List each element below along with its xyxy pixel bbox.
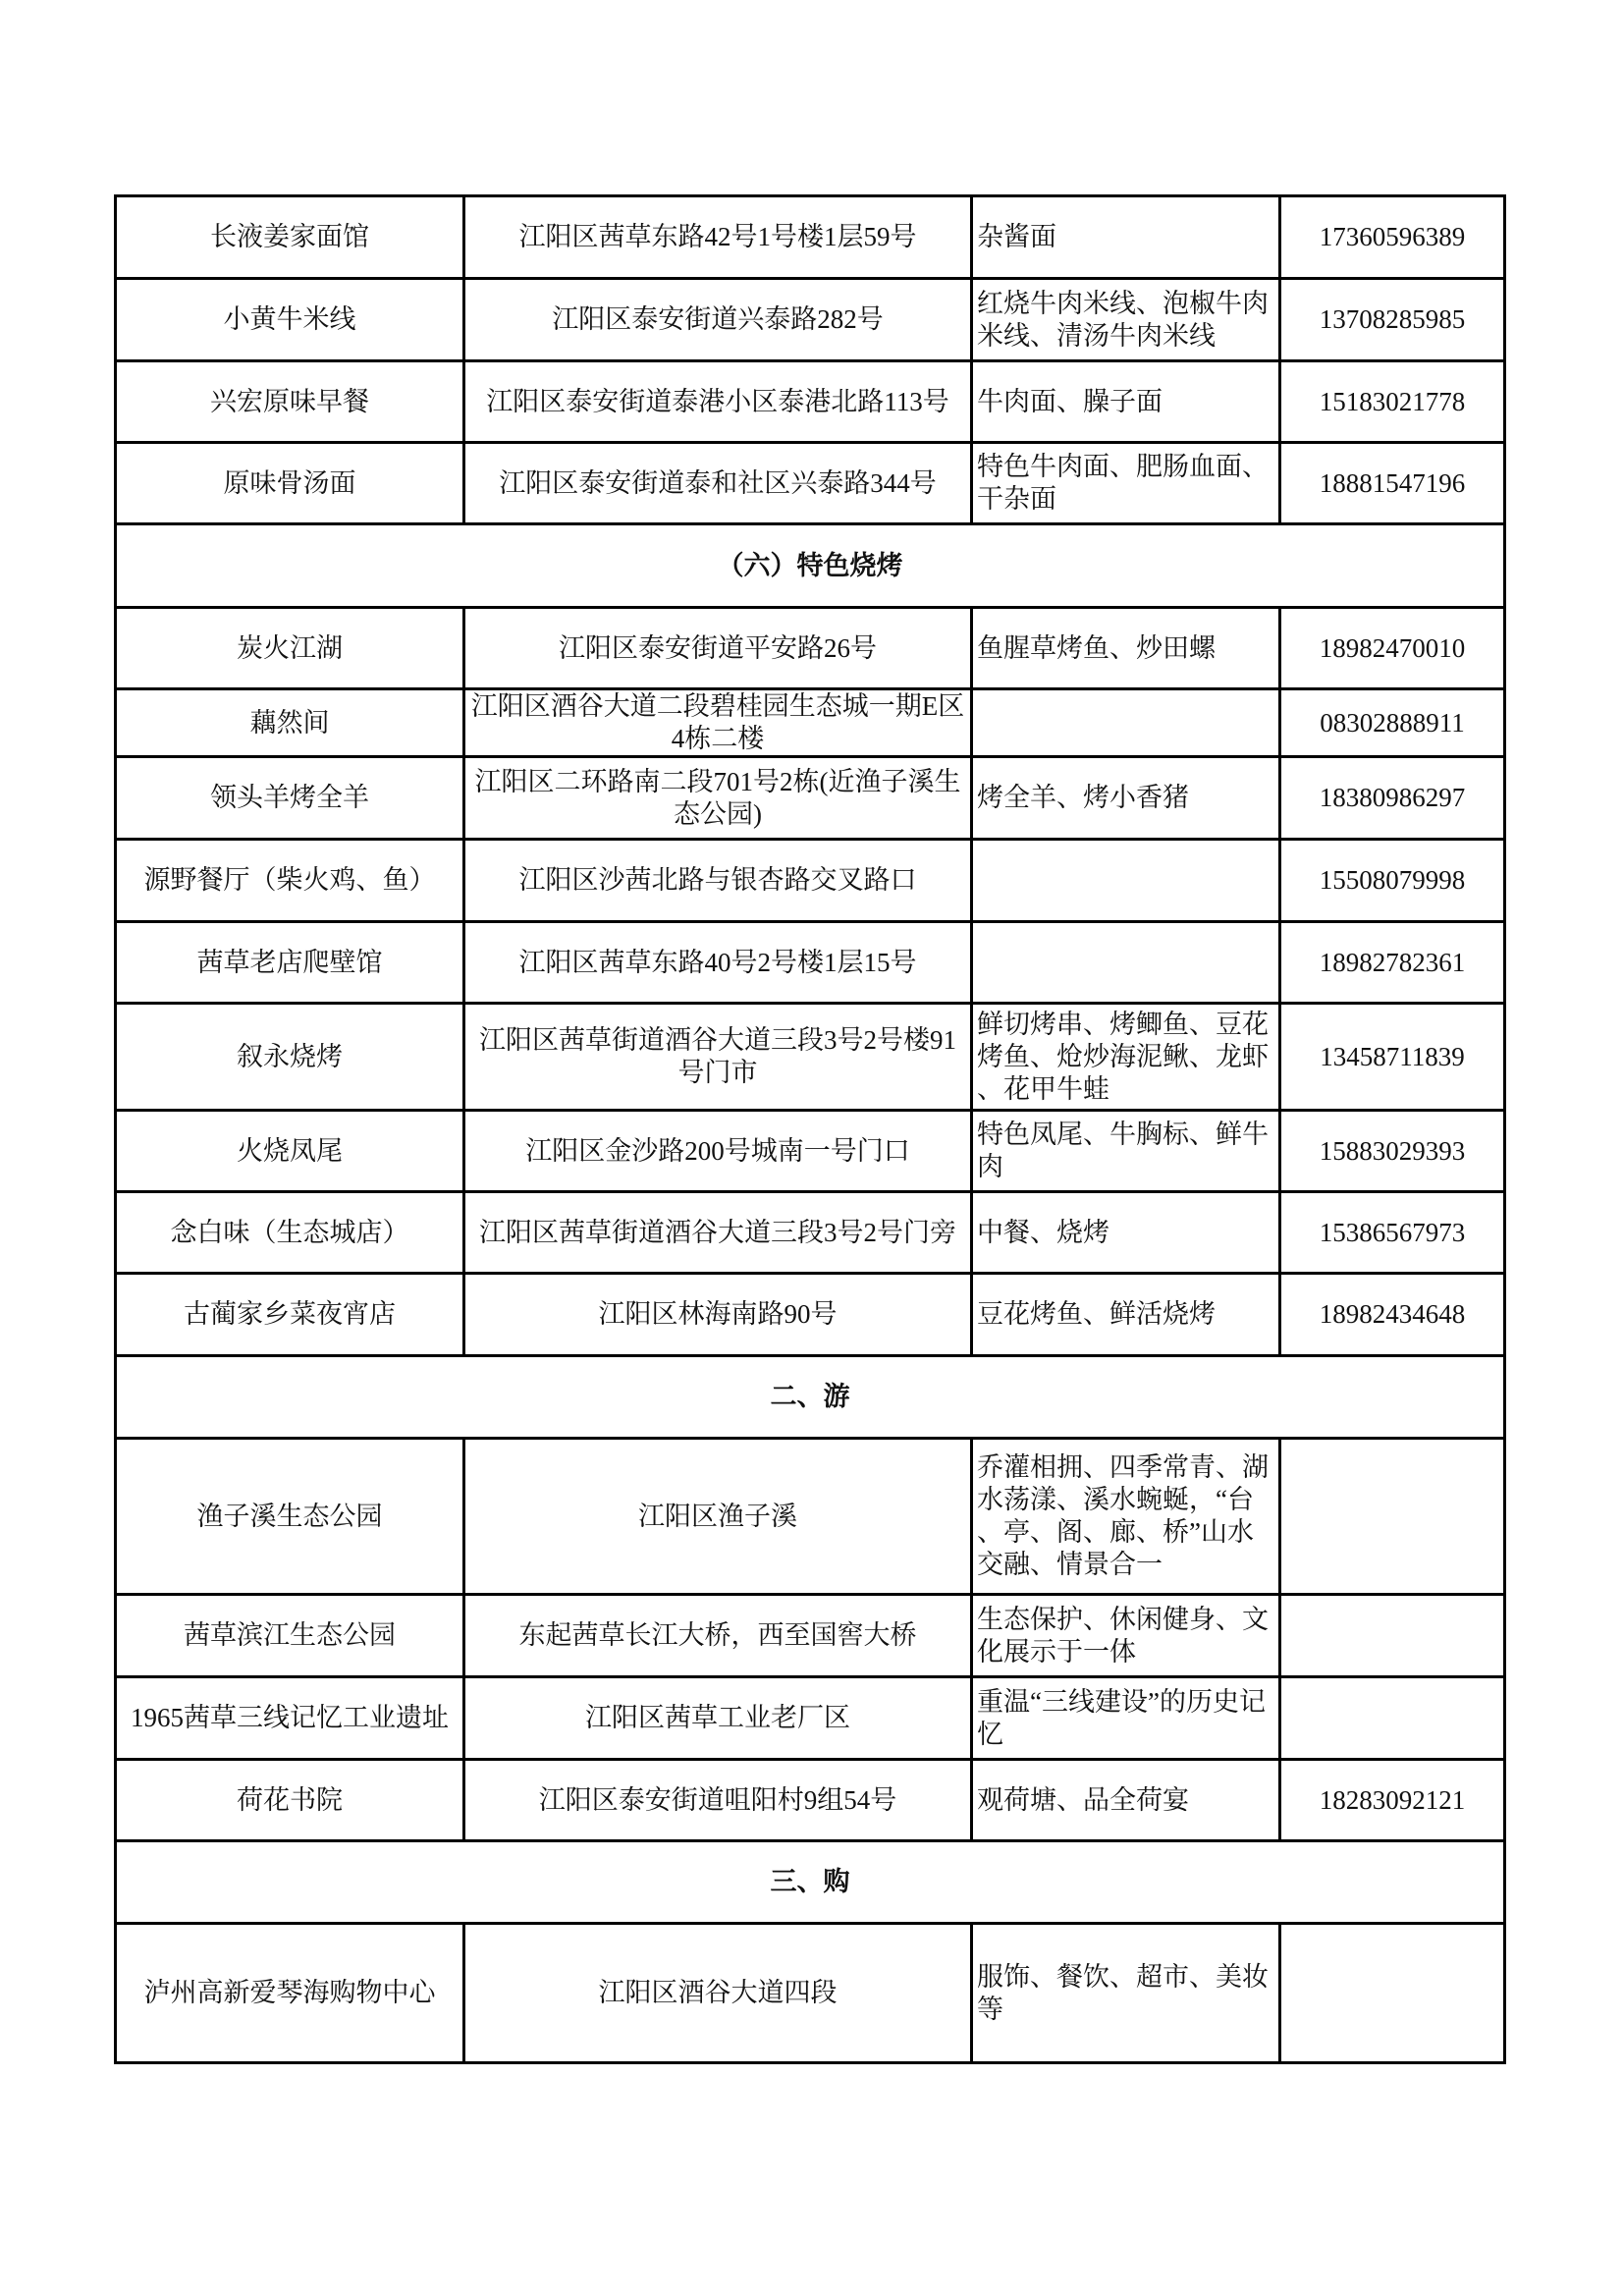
cell-phone: 18881547196	[1280, 443, 1505, 524]
cell-features: 牛肉面、臊子面	[972, 361, 1280, 443]
cell-venue-name: 源野餐厅（柴火鸡、鱼）	[116, 840, 464, 922]
table-row	[116, 1192, 1505, 1274]
cell-features: 鱼腥草烤鱼、炒田螺	[972, 608, 1280, 689]
cell-features: 观荷塘、品全荷宴	[972, 1760, 1280, 1841]
table-row	[116, 757, 1505, 840]
cell-phone: 13708285985	[1280, 279, 1505, 361]
cell-features: 鲜切烤串、烤鲫鱼、豆花烤鱼、炝炒海泥鳅、龙虾、花甲牛蛙	[972, 1004, 1280, 1111]
cell-phone: 17360596389	[1280, 196, 1505, 279]
cell-phone: 18982470010	[1280, 608, 1505, 689]
table-row	[116, 196, 1505, 279]
cell-phone: 18982782361	[1280, 922, 1505, 1004]
cell-phone: 18283092121	[1280, 1760, 1505, 1841]
cell-features: 特色牛肉面、肥肠血面、干杂面	[972, 443, 1280, 524]
cell-address: 江阳区泰安街道兴泰路282号	[464, 279, 972, 361]
cell-address: 江阳区二环路南二段701号2栋(近渔子溪生态公园)	[464, 757, 972, 840]
table-row	[116, 1111, 1505, 1192]
cell-venue-name: 原味骨汤面	[116, 443, 464, 524]
table-row	[116, 1924, 1505, 2063]
cell-phone: 08302888911	[1280, 689, 1505, 757]
cell-address: 江阳区茜草东路40号2号楼1层15号	[464, 922, 972, 1004]
cell-venue-name: 炭火江湖	[116, 608, 464, 689]
cell-features: 乔灌相拥、四季常青、湖水荡漾、溪水蜿蜒，“台、亭、阁、廊、桥”山水交融、情景合一	[972, 1439, 1280, 1595]
venue-table	[114, 194, 1506, 2064]
section-header-row	[116, 1356, 1505, 1439]
cell-features	[972, 840, 1280, 922]
cell-address: 江阳区金沙路200号城南一号门口	[464, 1111, 972, 1192]
section-header-row	[116, 1841, 1505, 1924]
cell-phone	[1280, 1677, 1505, 1760]
cell-address: 东起茜草长江大桥，西至国窖大桥	[464, 1595, 972, 1677]
cell-venue-name: 渔子溪生态公园	[116, 1439, 464, 1595]
cell-features: 豆花烤鱼、鲜活烧烤	[972, 1274, 1280, 1356]
cell-features	[972, 689, 1280, 757]
table-row	[116, 608, 1505, 689]
cell-address: 江阳区泰安街道泰和社区兴泰路344号	[464, 443, 972, 524]
table-row	[116, 1760, 1505, 1841]
section-title: （六）特色烧烤	[116, 524, 1505, 608]
cell-phone	[1280, 1595, 1505, 1677]
cell-features: 中餐、烧烤	[972, 1192, 1280, 1274]
table-row	[116, 279, 1505, 361]
cell-address: 江阳区泰安街道咀阳村9组54号	[464, 1760, 972, 1841]
cell-venue-name: 茜草老店爬壁馆	[116, 922, 464, 1004]
table-row	[116, 361, 1505, 443]
cell-venue-name: 古蔺家乡菜夜宵店	[116, 1274, 464, 1356]
cell-venue-name: 叙永烧烤	[116, 1004, 464, 1111]
cell-features: 红烧牛肉米线、泡椒牛肉米线、清汤牛肉米线	[972, 279, 1280, 361]
cell-features: 生态保护、休闲健身、文化展示于一体	[972, 1595, 1280, 1677]
section-title: 二、游	[116, 1356, 1505, 1439]
cell-address: 江阳区茜草街道酒谷大道三段3号2号楼91号门市	[464, 1004, 972, 1111]
table-row	[116, 1274, 1505, 1356]
cell-phone	[1280, 1924, 1505, 2063]
table-row	[116, 1004, 1505, 1111]
table-row	[116, 1677, 1505, 1760]
table-row	[116, 922, 1505, 1004]
cell-venue-name: 念白味（生态城店）	[116, 1192, 464, 1274]
cell-phone: 15508079998	[1280, 840, 1505, 922]
cell-features: 重温“三线建设”的历史记忆	[972, 1677, 1280, 1760]
cell-phone: 13458711839	[1280, 1004, 1505, 1111]
cell-address: 江阳区泰安街道平安路26号	[464, 608, 972, 689]
cell-address: 江阳区沙茜北路与银杏路交叉路口	[464, 840, 972, 922]
cell-venue-name: 荷花书院	[116, 1760, 464, 1841]
cell-features: 特色凤尾、牛胸标、鲜牛肉	[972, 1111, 1280, 1192]
section-title: 三、购	[116, 1841, 1505, 1924]
cell-address: 江阳区渔子溪	[464, 1439, 972, 1595]
cell-venue-name: 火烧凤尾	[116, 1111, 464, 1192]
cell-address: 江阳区林海南路90号	[464, 1274, 972, 1356]
table-row	[116, 840, 1505, 922]
cell-phone: 15386567973	[1280, 1192, 1505, 1274]
cell-phone: 18380986297	[1280, 757, 1505, 840]
cell-phone: 15883029393	[1280, 1111, 1505, 1192]
cell-phone	[1280, 1439, 1505, 1595]
cell-address: 江阳区茜草街道酒谷大道三段3号2号门旁	[464, 1192, 972, 1274]
cell-features: 烤全羊、烤小香猪	[972, 757, 1280, 840]
cell-venue-name: 长液姜家面馆	[116, 196, 464, 279]
cell-venue-name: 茜草滨江生态公园	[116, 1595, 464, 1677]
cell-features	[972, 922, 1280, 1004]
table-row	[116, 443, 1505, 524]
cell-venue-name: 1965茜草三线记忆工业遗址	[116, 1677, 464, 1760]
cell-phone: 15183021778	[1280, 361, 1505, 443]
cell-features: 服饰、餐饮、超市、美妆等	[972, 1924, 1280, 2063]
cell-address: 江阳区茜草东路42号1号楼1层59号	[464, 196, 972, 279]
cell-venue-name: 兴宏原味早餐	[116, 361, 464, 443]
cell-phone: 18982434648	[1280, 1274, 1505, 1356]
section-header-row	[116, 524, 1505, 608]
cell-address: 江阳区茜草工业老厂区	[464, 1677, 972, 1760]
table-row	[116, 1595, 1505, 1677]
cell-address: 江阳区酒谷大道四段	[464, 1924, 972, 2063]
cell-venue-name: 藕然间	[116, 689, 464, 757]
table-row	[116, 1439, 1505, 1595]
cell-venue-name: 小黄牛米线	[116, 279, 464, 361]
cell-venue-name: 领头羊烤全羊	[116, 757, 464, 840]
cell-address: 江阳区酒谷大道二段碧桂园生态城一期E区4栋二楼	[464, 689, 972, 757]
table-row	[116, 689, 1505, 757]
cell-address: 江阳区泰安街道泰港小区泰港北路113号	[464, 361, 972, 443]
cell-venue-name: 泸州高新爱琴海购物中心	[116, 1924, 464, 2063]
cell-features: 杂酱面	[972, 196, 1280, 279]
